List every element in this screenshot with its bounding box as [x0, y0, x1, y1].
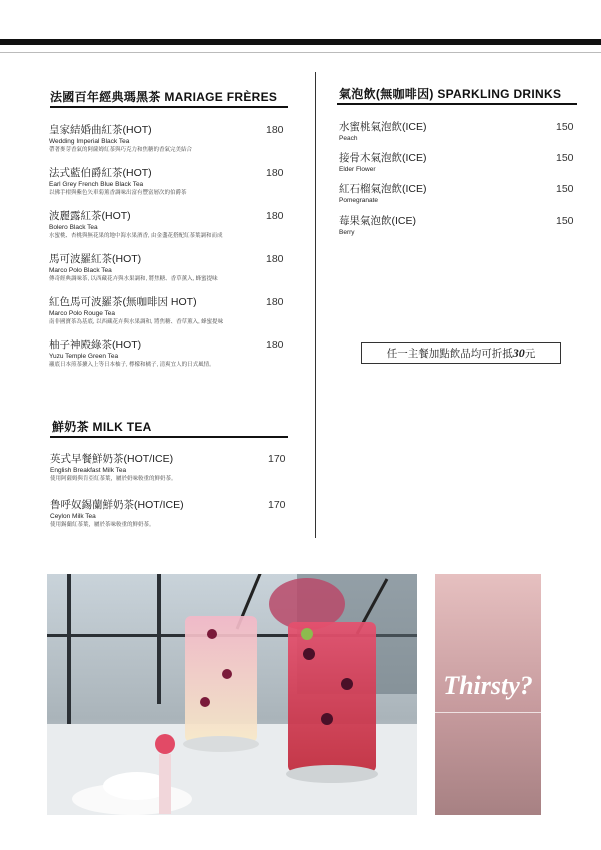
item-name: 紅色馬可波羅茶(無咖啡因 HOT): [49, 296, 197, 308]
item-english: Elder Flower: [339, 166, 376, 173]
banner-title: Thirsty?: [443, 671, 533, 700]
item-english: Pomegranate: [339, 197, 379, 204]
section-rule-milk-tea: [50, 436, 288, 438]
section-title-milk-tea: 鮮奶茶 MILK TEA: [52, 420, 152, 434]
item-price: 180: [266, 167, 284, 179]
item-english: Marco Polo Rouge Tea: [49, 310, 116, 317]
item-name: 莓果氣泡飲(ICE): [339, 215, 416, 227]
menu-item-pomegranate: [339, 183, 427, 205]
item-name: 法式藍伯爵紅茶(HOT): [49, 167, 152, 179]
item-english: Peach: [339, 135, 358, 142]
item-name: 紅石榴氣泡飲(ICE): [339, 183, 427, 195]
item-price: 150: [556, 152, 574, 164]
menu-item-ceylon: [50, 499, 184, 529]
section-rule-mariage: [50, 106, 288, 108]
item-name: 波麗露紅茶(HOT): [49, 210, 131, 222]
menu-item-yuzu-temple: [49, 339, 215, 369]
thirsty-banner: [435, 574, 541, 815]
item-english: Berry: [339, 229, 355, 236]
item-description: 使用錫蘭紅茶葉，屬於茶味較重的鮮奶茶。: [50, 522, 155, 528]
item-description: 南非國寶茶為基底, 以西藏花卉與水果調和, 將焦糖、香草薰入, 蜂蜜提味: [49, 319, 224, 325]
item-description: 水蜜桃、杏桃與無花果的地中海水果酒香, 由金盞花搭配紅茶葉調和而成: [49, 233, 223, 239]
banner-rule: [435, 712, 541, 713]
top-border-bar: [0, 39, 601, 45]
item-price: 170: [268, 499, 286, 511]
item-price: 180: [266, 210, 284, 222]
menu-item-elder-flower: [339, 152, 427, 174]
top-border-line: [0, 52, 601, 53]
item-name: 馬可波羅紅茶(HOT): [49, 253, 142, 265]
promo-amount: 30: [512, 345, 525, 360]
item-description: 使用阿薩姆與肯亞紅茶葉，屬於奶味較重的鮮奶茶。: [50, 476, 177, 482]
item-name: 英式早餐鮮奶茶(HOT/ICE): [50, 453, 174, 465]
item-price: 170: [268, 453, 286, 465]
promo-unit: 元: [524, 347, 536, 360]
item-price: 150: [556, 121, 574, 133]
item-name: 皇家結婚曲紅茶(HOT): [49, 124, 152, 136]
menu-item-peach: [339, 121, 427, 143]
menu-item-wedding-imperial: [49, 124, 192, 154]
menu-item-english-breakfast: [50, 453, 177, 483]
item-english: Marco Polo Black Tea: [49, 267, 112, 274]
menu-item-bolero: [49, 210, 223, 240]
menu-item-berry: [339, 215, 416, 237]
promo-discount-box: [361, 342, 561, 364]
drinks-photo: [47, 574, 417, 815]
item-price: 180: [266, 124, 284, 136]
item-price: 150: [556, 183, 574, 195]
item-description: 傳奇經典調味茶, 以西藏花卉與水果調和, 將焦糖、香草薰入, 蜂蜜提味: [49, 276, 218, 282]
section-title-sparkling: 氣泡飲(無咖啡因) SPARKLING DRINKS: [339, 87, 562, 101]
item-price: 150: [556, 215, 574, 227]
promo-text: 任一主餐加點飲品均可折抵: [386, 347, 513, 360]
item-name: 柚子神殿綠茶(HOT): [49, 339, 142, 351]
section-title-mariage: 法國百年經典瑪黑茶 MARIAGE FRÈRES: [50, 90, 278, 104]
item-price: 180: [266, 339, 284, 351]
item-english: Earl Grey French Blue Black Tea: [49, 181, 144, 188]
item-english: Wedding Imperial Black Tea: [49, 138, 130, 145]
item-name: 鲁呼奴錫蘭鮮奶茶(HOT/ICE): [50, 499, 184, 511]
item-description: 以佛手柑與紫色矢車菊薰香調味出富有豐富層次的伯爵茶: [49, 190, 187, 196]
item-description: 帶著麥芽香氣的阿薩姆紅茶與巧克力和焦糖的香氣完美結合: [49, 147, 193, 153]
column-divider: [315, 72, 316, 538]
item-description: 襯底日本煎茶擴入上等日本柚子, 檸檬和橘子, 清爽宜人的日式風情。: [49, 362, 215, 368]
item-price: 180: [266, 296, 284, 308]
item-name: 接骨木氣泡飲(ICE): [339, 152, 427, 164]
drinks-illustration: [47, 574, 417, 815]
item-english: Yuzu Temple Green Tea: [49, 353, 119, 360]
menu-item-marco-polo-rouge: [49, 296, 223, 326]
section-rule-sparkling: [337, 103, 577, 105]
item-name: 水蜜桃氣泡飲(ICE): [339, 121, 427, 133]
item-english: Ceylon Milk Tea: [50, 513, 96, 520]
item-english: English Breakfast Milk Tea: [50, 467, 127, 474]
menu-item-earl-grey: [49, 167, 187, 197]
item-english: Bolero Black Tea: [49, 224, 98, 231]
item-price: 180: [266, 253, 284, 265]
menu-item-marco-polo: [49, 253, 218, 283]
